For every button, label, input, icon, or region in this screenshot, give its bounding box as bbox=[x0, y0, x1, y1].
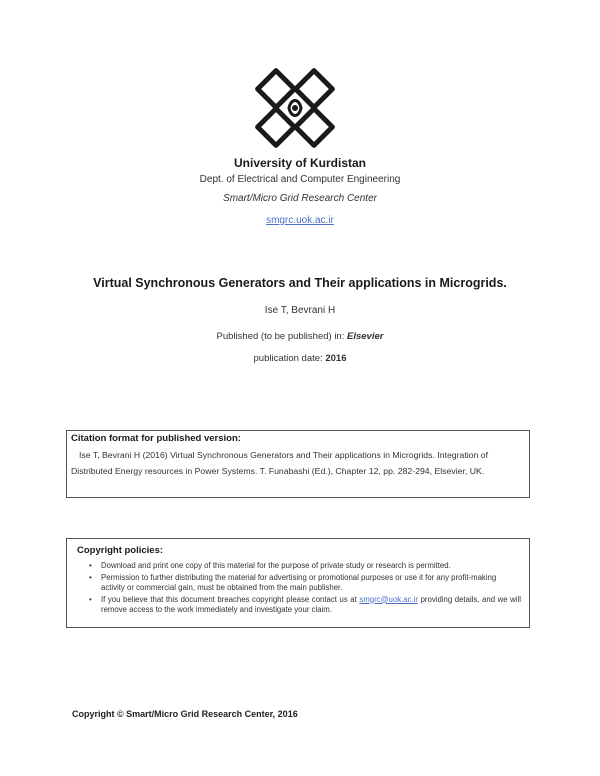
published-label: Published (to be published) in: bbox=[216, 331, 347, 342]
research-center-name: Smart/Micro Grid Research Center bbox=[223, 193, 377, 204]
copyright-policies-list bbox=[89, 561, 521, 617]
published-in bbox=[0, 331, 600, 342]
bullet-icon: • bbox=[89, 572, 92, 582]
website-link[interactable]: smgrc.uok.ac.ir bbox=[266, 215, 334, 226]
citation-heading: Citation format for published version: bbox=[71, 433, 241, 444]
publication-date-label: publication date: bbox=[253, 353, 326, 364]
department-name: Dept. of Electrical and Computer Engineering bbox=[199, 174, 401, 185]
contact-email-link[interactable]: smgrc@uok.ac.ir bbox=[359, 594, 418, 604]
policy-text: Permission to further distributing the material for advertising or promotional purposes or use it for any profit-making activity or commercial gain, must be obtained from the main publisher. bbox=[101, 572, 497, 592]
copyright-footer: Copyright © Smart/Micro Grid Research Center, 2016 bbox=[72, 709, 298, 719]
list-item bbox=[89, 561, 521, 572]
publication-date-value: 2016 bbox=[325, 353, 347, 364]
policy-text: If you believe that this document breaches copyright please contact us at bbox=[101, 594, 360, 604]
bullet-icon: • bbox=[89, 561, 92, 570]
bullet-icon: • bbox=[89, 594, 92, 604]
policy-text: Download and print one copy of this material for the purpose of private study or research is permitted. bbox=[101, 561, 451, 570]
university-logo bbox=[255, 68, 335, 148]
citation-box bbox=[66, 430, 530, 498]
paper-title: Virtual Synchronous Generators and Their applications in Microgrids. bbox=[93, 276, 507, 290]
website-row bbox=[0, 210, 600, 228]
list-item bbox=[89, 573, 521, 594]
paper-authors: Ise T, Bevrani H bbox=[264, 305, 336, 316]
university-name: University of Kurdistan bbox=[233, 156, 367, 170]
copyright-policies-box bbox=[66, 538, 530, 628]
citation-text: Ise T, Bevrani H (2016) Virtual Synchronous Generators and Their applications in Microgrids. Integration of Distributed Energy resources in Power Systems. T. Funabashi (Ed.), Chapter 12, pp. 282-294, Elsevier, UK. bbox=[71, 450, 489, 476]
policy-text: providing details, and we will remove access to the work immediately and investigate your claim. bbox=[101, 594, 521, 614]
list-item bbox=[89, 595, 521, 616]
publication-date bbox=[0, 353, 600, 364]
copyright-policies-heading: Copyright policies: bbox=[77, 545, 164, 556]
published-value: Elsevier bbox=[347, 331, 384, 342]
